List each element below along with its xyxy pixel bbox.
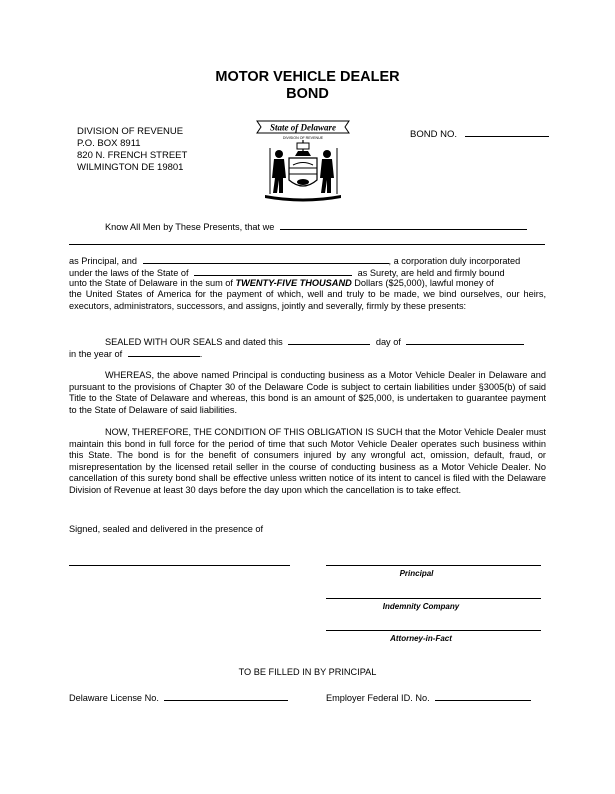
sum-rest-text: Dollars ($25,000), lawful money of: [354, 278, 494, 288]
principal-label: Principal: [399, 569, 434, 578]
therefore-paragraph: NOW, THEREFORE, THE CONDITION OF THIS OBLIGATION IS SUCH that the Motor Vehicle Dealer must maintain this bond in full force for the period of time that such Motor Vehicle Dealer operates such business within this State. The bond is for the benefit of consumers injured by any wrongful act, omission, default, fraud, or misrepresentation by the licensed retail seller in the course of conducting business as a Motor Vehicle Dealer. No cancellation of this surety bond shall be effective unless written notice of its intent to cancel is filed with the Delaware Division of Revenue at least 30 days before the day upon which the cancellation is to take effect.: [69, 427, 546, 495]
year-period: .: [199, 349, 203, 359]
surety-company-field[interactable]: [143, 254, 389, 264]
corporation-text: , a corporation duly incorporated: [388, 256, 521, 266]
bond-number-field[interactable]: [465, 127, 549, 137]
address-line: 820 N. FRENCH STREET: [77, 150, 188, 161]
attorney-in-fact-label: Attorney-in-Fact: [390, 634, 452, 643]
year-row: [69, 347, 202, 359]
address-line: P.O. BOX 8911: [77, 138, 141, 149]
form-title-line2: BOND: [286, 86, 329, 102]
know-all-men-row: [105, 220, 527, 232]
division-address: [77, 126, 187, 174]
principal-signature-line[interactable]: [326, 565, 541, 566]
form-title-line1: MOTOR VEHICLE DEALER: [215, 69, 400, 85]
indemnity-company-line[interactable]: [326, 598, 541, 599]
witness-signature-line[interactable]: [69, 565, 290, 566]
fein-label: Employer Federal ID. No.: [326, 693, 430, 703]
sealed-text: SEALED WITH OUR SEALS and dated this: [105, 337, 283, 347]
year-of-text: in the year of: [69, 349, 123, 359]
know-all-men-text: Know All Men by These Presents, that we: [105, 222, 275, 232]
seal-subtext: DIVISION OF REVENUE: [282, 136, 324, 140]
dated-year-field[interactable]: [128, 347, 200, 357]
indemnity-company-label: Indemnity Company: [382, 602, 460, 611]
parties-name-field[interactable]: [280, 220, 527, 230]
whereas-paragraph: WHEREAS, the above named Principal is conducting business as a Motor Vehicle Dealer in Delaware and pursuant to the provisions of Chapter 30 of the Delaware Code is subject to certain liabilities under §3005(b) of said Title to the State of Delaware and whereas, this bond is an amount of $25,000, is undertaken to guarantee payment to the State of Delaware of said liabilities.: [69, 370, 546, 415]
fein-field[interactable]: [435, 691, 531, 701]
as-principal-text: as Principal, and: [69, 256, 137, 266]
dated-month-field[interactable]: [406, 335, 524, 345]
dated-day-field[interactable]: [288, 335, 370, 345]
address-line: DIVISION OF REVENUE: [77, 126, 184, 137]
principal-section-heading: TO BE FILLED IN BY PRINCIPAL: [238, 667, 377, 677]
delaware-seal: [253, 118, 353, 204]
seal-emblem-icon: [253, 118, 353, 204]
binding-paragraph: the United States of America for the payment of which, well and truly to be made, we bind ourselves, our heirs, executors, administrators, successors, and assigns, jointly and severally, firmly by these presents:: [69, 289, 546, 311]
attorney-in-fact-line[interactable]: [326, 630, 541, 631]
license-label: Delaware License No.: [69, 693, 159, 703]
license-number-field[interactable]: [164, 691, 288, 701]
sum-row: [69, 278, 494, 288]
parties-name-field-line2[interactable]: [69, 244, 545, 245]
laws-row: [69, 266, 505, 278]
sum-amount-words: TWENTY-FIVE THOUSAND: [235, 278, 352, 288]
under-laws-text: under the laws of the State of: [69, 268, 189, 278]
signed-presence-text: Signed, sealed and delivered in the presence of: [69, 524, 264, 534]
sealed-row: [105, 335, 524, 347]
day-of-text: day of: [375, 337, 401, 347]
bond-number-label: BOND NO.: [410, 129, 457, 140]
fein-row: [326, 691, 531, 703]
sum-intro-text: unto the State of Delaware in the sum of: [69, 278, 233, 288]
bond-number-row: [410, 127, 549, 140]
state-of-incorporation-field[interactable]: [194, 266, 352, 276]
as-surety-text: as Surety, are held and firmly bound: [357, 268, 505, 278]
principal-row: [69, 254, 520, 266]
license-row: [69, 691, 288, 703]
address-line: WILMINGTON DE 19801: [77, 162, 184, 173]
seal-banner-text: State of Delaware: [270, 122, 336, 133]
